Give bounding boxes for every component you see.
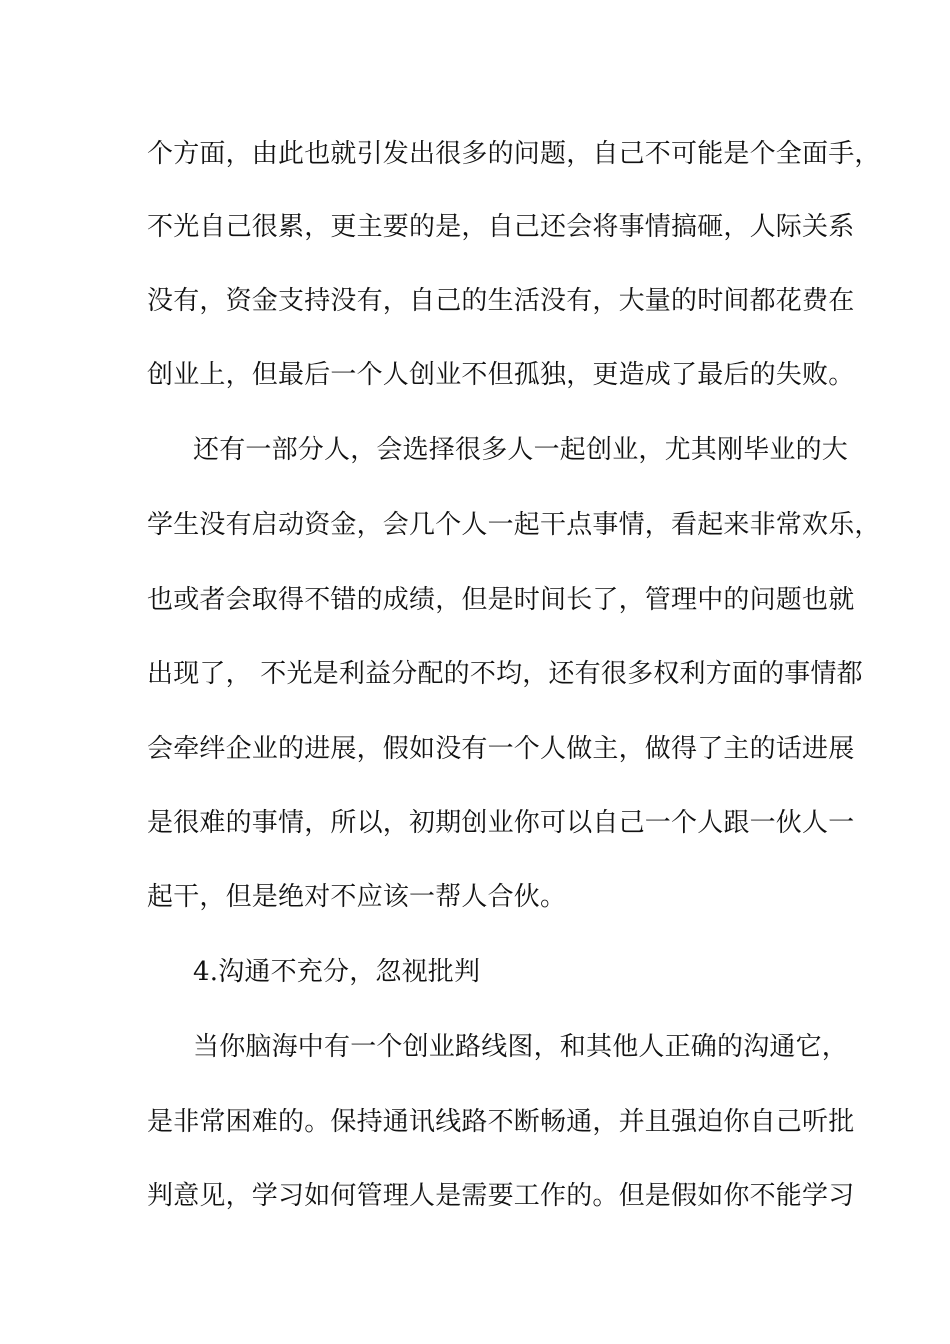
text-line: 是非常困难的。保持通讯线路不断畅通，并且强迫你自己听批 — [147, 1107, 855, 1137]
text-line: 个方面，由此也就引发出很多的问题，自己不可能是个全面手， — [147, 139, 881, 169]
text-line: 学生没有启动资金，会几个人一起干点事情，看起来非常欢乐， — [147, 510, 881, 540]
paragraph-first-line: 还有一部分人，会选择很多人一起创业，尤其刚毕业的大 — [193, 435, 849, 465]
paragraph-first-line: 当你脑海中有一个创业路线图，和其他人正确的沟通它， — [193, 1032, 849, 1062]
text-line: 起干，但是绝对不应该一帮人合伙。 — [147, 882, 567, 912]
section-heading: 4.沟通不充分，忽视批判 — [193, 957, 481, 987]
text-line: 没有，资金支持没有，自己的生活没有，大量的时间都花费在 — [147, 286, 855, 316]
text-line: 会牵绊企业的进展，假如没有一个人做主，做得了主的话进展 — [147, 734, 855, 764]
text-line: 也或者会取得不错的成绩，但是时间长了，管理中的问题也就 — [147, 585, 855, 615]
text-line: 判意见，学习如何管理人是需要工作的。但是假如你不能学习 — [147, 1181, 855, 1211]
text-line: 是很难的事情，所以，初期创业你可以自己一个人跟一伙人一 — [147, 808, 855, 838]
text-line: 不光自己很累，更主要的是，自己还会将事情搞砸，人际关系 — [147, 212, 855, 242]
text-line: 创业上，但最后一个人创业不但孤独，更造成了最后的失败。 — [147, 360, 855, 390]
text-line: 出现了， 不光是利益分配的不均，还有很多权利方面的事情都 — [147, 659, 863, 689]
